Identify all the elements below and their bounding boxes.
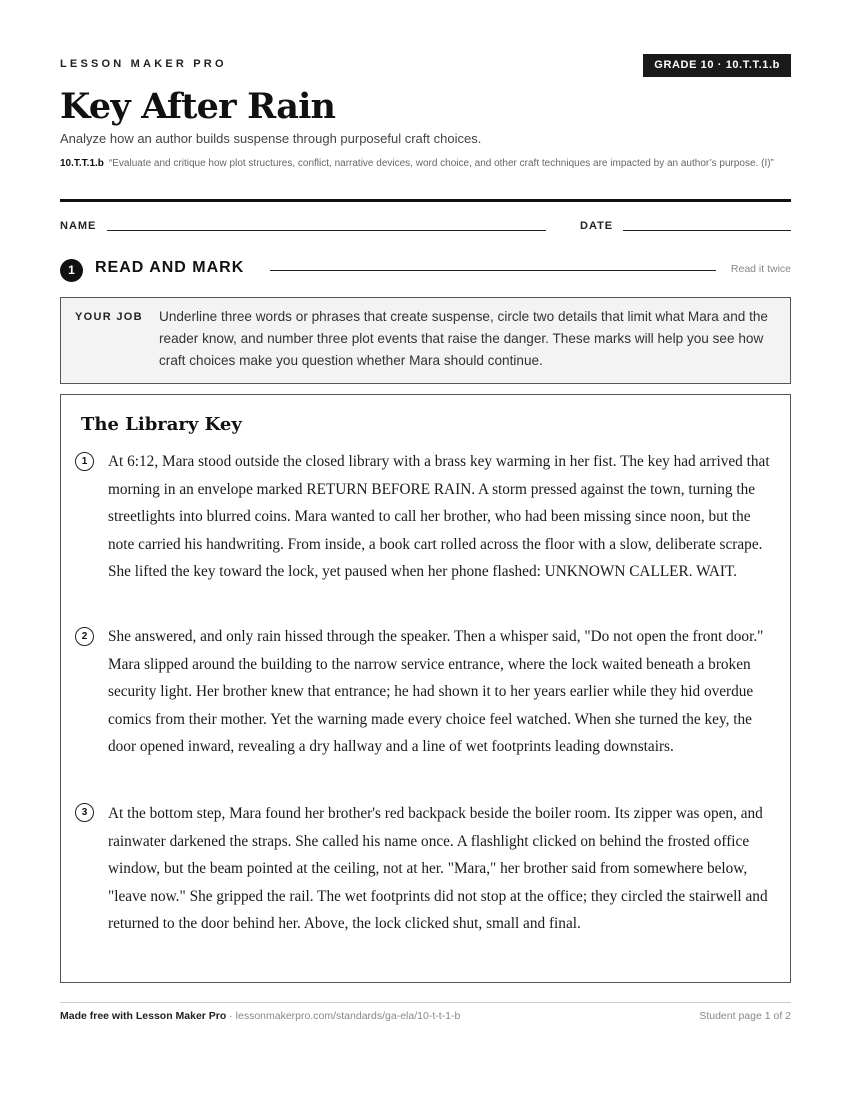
section-number-badge: 1: [60, 259, 83, 282]
paragraph-number-2: 2: [75, 627, 94, 646]
standard-code: 10.T.T.1.b: [60, 158, 104, 169]
standard-text: “Evaluate and critique how plot structures, conflict, narrative devices, word choice, and other craft techniques are impacted by an author’s purpose. (I)”: [108, 158, 774, 169]
name-label: NAME: [60, 220, 97, 232]
grade-badge: GRADE 10 · 10.T.T.1.b: [643, 54, 791, 77]
passage-paragraph-2: She answered, and only rain hissed through the speaker. Then a whisper said, "Do not open the front door." Mara slipped around the building to the narrow service entrance, where the lock waited beneath a broken security light. Her brother knew that entrance; he had shown it to her years earlier while they hid overdue comics from their mother. Yet the warning made every choice feel watched. When she turned the key, the door opened inward, revealing a dry hallway and a line of wet footprints leading downstairs.: [108, 628, 764, 756]
section-note: Read it twice: [730, 263, 791, 275]
instructions-box: [60, 297, 791, 384]
date-label: DATE: [580, 220, 614, 232]
footer-credit: [60, 1010, 460, 1022]
passage-title: The Library Key: [81, 414, 242, 435]
paragraph-number-1: 1: [75, 452, 94, 471]
section-divider: [270, 270, 716, 271]
passage-paragraph-1: At 6:12, Mara stood outside the closed library with a brass key warming in her fist. The key had arrived that morning in an envelope marked RETURN BEFORE RAIN. A storm pressed against the town, turning the streetlights into blurred coins. Mara wanted to call her brother, who had been missing since noon, but the note carried his handwriting. From inside, a book cart rolled across the floor with a slow, deliberate scrape. She lifted the key toward the lock, yet paused when her phone flashed: UNKNOWN CALLER. WAIT.: [108, 453, 770, 581]
instructions-label: YOUR JOB: [75, 311, 143, 323]
page-subtitle: Analyze how an author builds suspense through purposeful craft choices.: [60, 131, 482, 146]
footer-url[interactable]: · lessonmakerpro.com/standards/ga-ela/10-t-t-1-b: [226, 1010, 461, 1022]
name-field[interactable]: [107, 230, 546, 231]
page-title: Key After Rain: [60, 86, 336, 127]
date-field[interactable]: [623, 230, 791, 231]
footer-page-number: Student page 1 of 2: [699, 1010, 791, 1022]
reading-passage: [60, 394, 791, 983]
paragraph-number-3: 3: [75, 803, 94, 822]
footer-made-with: Made free with Lesson Maker Pro: [60, 1010, 227, 1022]
brand-name: LESSON MAKER PRO: [60, 58, 227, 70]
header-divider: [60, 199, 791, 202]
footer-divider: [60, 1002, 791, 1003]
instructions-text: Underline three words or phrases that create suspense, circle two details that limit what Mara and the reader know, and number three plot events that raise the danger. These marks will help you see how craft choices make you question whether Mara should continue.: [159, 309, 768, 368]
section-title: READ AND MARK: [95, 259, 245, 276]
passage-paragraph-3: At the bottom step, Mara found her brother's red backpack beside the boiler room. Its zipper was open, and rainwater darkened the straps. She called his name once. A flashlight clicked on behind the frosted office window, but the beam pointed at the ceiling, not at her. "Mara," her brother said from somewhere below, "leave now." She gripped the rail. The wet footprints did not stop at the office; they circled the stairwell and returned to the door behind her. Above, the lock clicked shut, small and final.: [108, 805, 768, 933]
standard-description: [60, 156, 780, 172]
